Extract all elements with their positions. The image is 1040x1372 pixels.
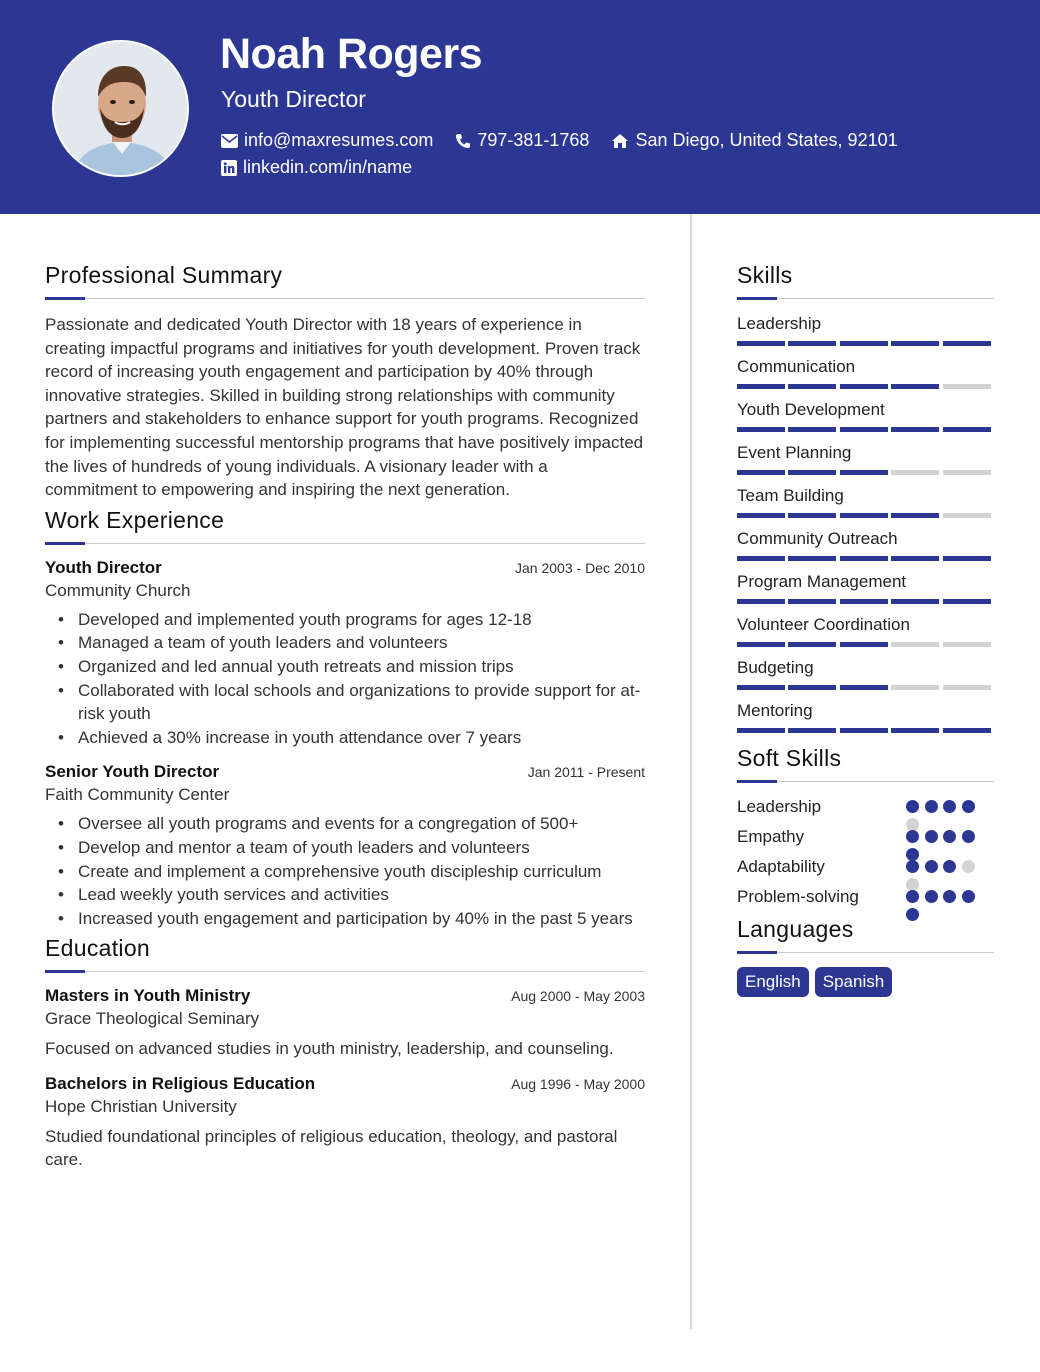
contact-phone[interactable] — [455, 130, 589, 151]
contact-row-2 — [221, 157, 434, 178]
skill-bar-segment — [943, 599, 991, 604]
email-text: info@maxresumes.com — [244, 130, 434, 150]
education-description: Focused on advanced studies in youth ministry, leadership, and counseling. — [45, 1039, 614, 1059]
skill-bar-segment — [840, 341, 888, 346]
skill-bar-segment — [943, 513, 991, 518]
skill-bar-segment — [891, 556, 939, 561]
skill-item — [737, 571, 994, 614]
experience-heading: Work Experience — [45, 506, 225, 533]
skill-bar-segment — [840, 470, 888, 475]
soft-skill-dot — [943, 890, 956, 903]
skill-item — [737, 528, 994, 571]
soft-skill-dot — [925, 890, 938, 903]
home-icon — [611, 133, 629, 149]
soft-skill-name: Problem-solving — [737, 887, 859, 906]
bullet-item: • Oversee all youth programs and events for a congregation of 500+ — [45, 812, 645, 836]
skill-bar-segment — [891, 470, 939, 475]
skill-bar-segment — [891, 341, 939, 346]
education-section — [45, 933, 645, 1172]
degree-title: Bachelors in Religious Education — [45, 1073, 316, 1093]
skill-name: Mentoring — [737, 701, 813, 720]
skill-bar-segment — [737, 599, 785, 604]
language-tag: Spanish — [815, 967, 892, 997]
section-rule — [45, 297, 645, 300]
skill-bar-segment — [943, 427, 991, 432]
job-title: Senior Youth Director — [45, 762, 220, 782]
skill-bar-segment — [788, 341, 836, 346]
soft-skill-dot — [906, 890, 919, 903]
skill-bar-segment — [737, 384, 785, 389]
skill-bar-segment — [737, 642, 785, 647]
soft-skill-item — [737, 796, 994, 826]
skill-bar-segment — [788, 685, 836, 690]
summary-section — [45, 260, 645, 502]
skill-item — [737, 442, 994, 485]
contact-row — [221, 130, 920, 151]
skill-item — [737, 399, 994, 442]
soft-skill-dot — [962, 830, 975, 843]
job-bullets — [45, 608, 645, 750]
school-name: Hope Christian University — [45, 1096, 237, 1116]
summary-text: Passionate and dedicated Youth Director with 18 years of experience in creating impactful programs and initiatives for youth development. Proven track record of increasing youth engagement and participation by 40% through innovative strategies. Skilled in building strong relationships with community partners and stakeholders to enhance support for youth programs. Recognized for implementing successful mentorship programs that have positively impacted the lives of hundreds of young individuals. A visionary leader with a commitment to empowering and inspiring the next generation. — [45, 315, 644, 500]
soft-skill-dot — [906, 830, 919, 843]
resume-header — [0, 0, 1040, 214]
job-title: Youth Director — [45, 557, 162, 577]
linkedin-icon — [221, 160, 237, 176]
soft-skill-name: Leadership — [737, 797, 822, 816]
language-tags — [737, 967, 994, 997]
contact-linkedin[interactable] — [221, 157, 412, 178]
skill-level-bar — [737, 341, 994, 346]
bullet-item: • Develop and mentor a team of youth leaders and volunteers — [45, 836, 645, 860]
profile-photo — [52, 40, 189, 177]
main-column — [45, 260, 645, 1172]
soft-skill-item — [737, 856, 994, 886]
skill-bar-segment — [891, 599, 939, 604]
skill-bar-segment — [891, 513, 939, 518]
soft-skill-dot — [925, 800, 938, 813]
skill-bar-segment — [788, 599, 836, 604]
skill-bar-segment — [788, 513, 836, 518]
skills-list — [737, 313, 994, 743]
section-rule — [737, 951, 994, 954]
education-description: Studied foundational principles of religious education, theology, and pastoral care. — [45, 1126, 618, 1170]
contact-email[interactable] — [221, 130, 433, 151]
soft-skill-item — [737, 886, 994, 916]
skill-bar-segment — [891, 384, 939, 389]
soft-skill-dot — [962, 800, 975, 813]
skill-name: Leadership — [737, 314, 822, 333]
skill-bar-segment — [840, 599, 888, 604]
skill-level-bar — [737, 384, 994, 389]
education-entry — [45, 1074, 645, 1172]
skill-level-bar — [737, 470, 994, 475]
phone-icon — [455, 133, 471, 149]
soft-skill-dot — [943, 800, 956, 813]
bullet-item: • Developed and implemented youth programs for ages 12-18 — [45, 608, 645, 632]
skill-item — [737, 614, 994, 657]
skill-name: Team Building — [737, 486, 844, 505]
skill-bar-segment — [943, 642, 991, 647]
bullet-item: • Managed a team of youth leaders and volunteers — [45, 631, 645, 655]
skill-bar-segment — [840, 556, 888, 561]
skill-level-bar — [737, 513, 994, 518]
skill-bar-segment — [891, 685, 939, 690]
person-portrait-icon — [54, 42, 189, 177]
skill-bar-segment — [840, 427, 888, 432]
education-dates: Aug 2000 - May 2003 — [511, 988, 645, 1005]
skill-bar-segment — [943, 341, 991, 346]
phone-text: 797-381-1768 — [477, 130, 590, 150]
skill-name: Communication — [737, 357, 856, 376]
skill-bar-segment — [788, 642, 836, 647]
skill-bar-segment — [891, 728, 939, 733]
skill-item — [737, 485, 994, 528]
skill-bar-segment — [788, 728, 836, 733]
bullet-item: • Collaborated with local schools and organizations to provide support for at-risk youth — [45, 679, 645, 726]
skill-bar-segment — [840, 513, 888, 518]
skill-bar-segment — [788, 470, 836, 475]
skills-section — [737, 260, 994, 743]
soft-skill-dot — [906, 860, 919, 873]
skill-bar-segment — [943, 556, 991, 561]
bullet-item: • Create and implement a comprehensive youth discipleship curriculum — [45, 860, 645, 884]
job-dates: Jan 2003 - Dec 2010 — [515, 559, 645, 576]
skill-bar-segment — [788, 556, 836, 561]
skill-name: Budgeting — [737, 658, 814, 677]
section-rule — [737, 297, 994, 300]
section-rule — [45, 970, 645, 973]
experience-section — [45, 505, 645, 931]
skill-bar-segment — [788, 427, 836, 432]
bullet-item: • Organized and led annual youth retreats and mission trips — [45, 655, 645, 679]
skill-bar-segment — [840, 728, 888, 733]
languages-heading: Languages — [737, 916, 854, 942]
language-tag: English — [737, 967, 809, 997]
bullet-item: • Lead weekly youth services and activities — [45, 883, 645, 907]
job-entry — [45, 558, 645, 750]
skill-bar-segment — [891, 642, 939, 647]
skill-bar-segment — [891, 427, 939, 432]
soft-skill-item — [737, 826, 994, 856]
skill-item — [737, 700, 994, 743]
job-dates: Jan 2011 - Present — [527, 764, 645, 781]
skill-bar-segment — [737, 513, 785, 518]
skill-name: Event Planning — [737, 443, 852, 462]
job-organization: Faith Community Center — [45, 785, 230, 805]
skill-name: Volunteer Coordination — [737, 615, 910, 634]
contact-location — [611, 130, 897, 151]
column-divider — [690, 214, 692, 1329]
skill-bar-segment — [840, 384, 888, 389]
job-bullets — [45, 812, 645, 930]
candidate-name: Noah Rogers — [220, 30, 483, 78]
skill-name: Program Management — [737, 572, 907, 591]
soft-skill-dot — [906, 908, 919, 921]
skill-name: Youth Development — [737, 400, 885, 419]
skill-level-bar — [737, 599, 994, 604]
skill-level-bar — [737, 728, 994, 733]
soft-skills-section — [737, 743, 994, 916]
education-dates: Aug 1996 - May 2000 — [511, 1075, 645, 1092]
bullet-item: • Increased youth engagement and participation by 40% in the past 5 years — [45, 907, 645, 931]
skill-bar-segment — [788, 384, 836, 389]
skill-bar-segment — [943, 470, 991, 475]
skill-bar-segment — [737, 427, 785, 432]
languages-section — [737, 914, 994, 997]
soft-skill-dot — [906, 800, 919, 813]
skill-bar-segment — [840, 685, 888, 690]
location-text: San Diego, United States, 92101 — [635, 130, 898, 150]
skill-bar-segment — [737, 685, 785, 690]
skill-bar-segment — [737, 556, 785, 561]
skill-bar-segment — [943, 728, 991, 733]
bullet-item: • Achieved a 30% increase in youth attendance over 7 years — [45, 726, 645, 750]
soft-skills-heading: Soft Skills — [737, 745, 842, 771]
skill-level-bar — [737, 427, 994, 432]
skill-name: Community Outreach — [737, 529, 898, 548]
soft-skill-dot — [943, 830, 956, 843]
skill-bar-segment — [737, 341, 785, 346]
education-heading: Education — [45, 935, 150, 962]
skill-level-bar — [737, 556, 994, 561]
job-entry — [45, 762, 645, 930]
linkedin-text: linkedin.com/in/name — [243, 157, 413, 177]
school-name: Grace Theological Seminary — [45, 1009, 260, 1029]
candidate-title: Youth Director — [221, 86, 366, 112]
education-entry — [45, 986, 645, 1061]
skill-item — [737, 313, 994, 356]
degree-title: Masters in Youth Ministry — [45, 986, 251, 1006]
skills-heading: Skills — [737, 262, 793, 288]
soft-skill-dot — [962, 890, 975, 903]
skill-bar-segment — [943, 685, 991, 690]
skill-item — [737, 657, 994, 700]
section-rule — [45, 542, 645, 545]
soft-skill-name: Empathy — [737, 827, 805, 846]
skill-level-bar — [737, 685, 994, 690]
soft-skill-dot — [943, 860, 956, 873]
job-organization: Community Church — [45, 580, 191, 600]
skill-bar-segment — [737, 728, 785, 733]
soft-skill-name: Adaptability — [737, 857, 825, 876]
soft-skill-dot — [962, 860, 975, 873]
skill-item — [737, 356, 994, 399]
summary-heading: Professional Summary — [45, 262, 283, 288]
envelope-icon — [221, 134, 238, 148]
section-rule — [737, 780, 994, 783]
soft-skill-dot — [925, 860, 938, 873]
sidebar-column — [737, 260, 994, 997]
skill-bar-segment — [943, 384, 991, 389]
soft-skill-dot — [925, 830, 938, 843]
skill-bar-segment — [737, 470, 785, 475]
skill-level-bar — [737, 642, 994, 647]
skill-bar-segment — [840, 642, 888, 647]
